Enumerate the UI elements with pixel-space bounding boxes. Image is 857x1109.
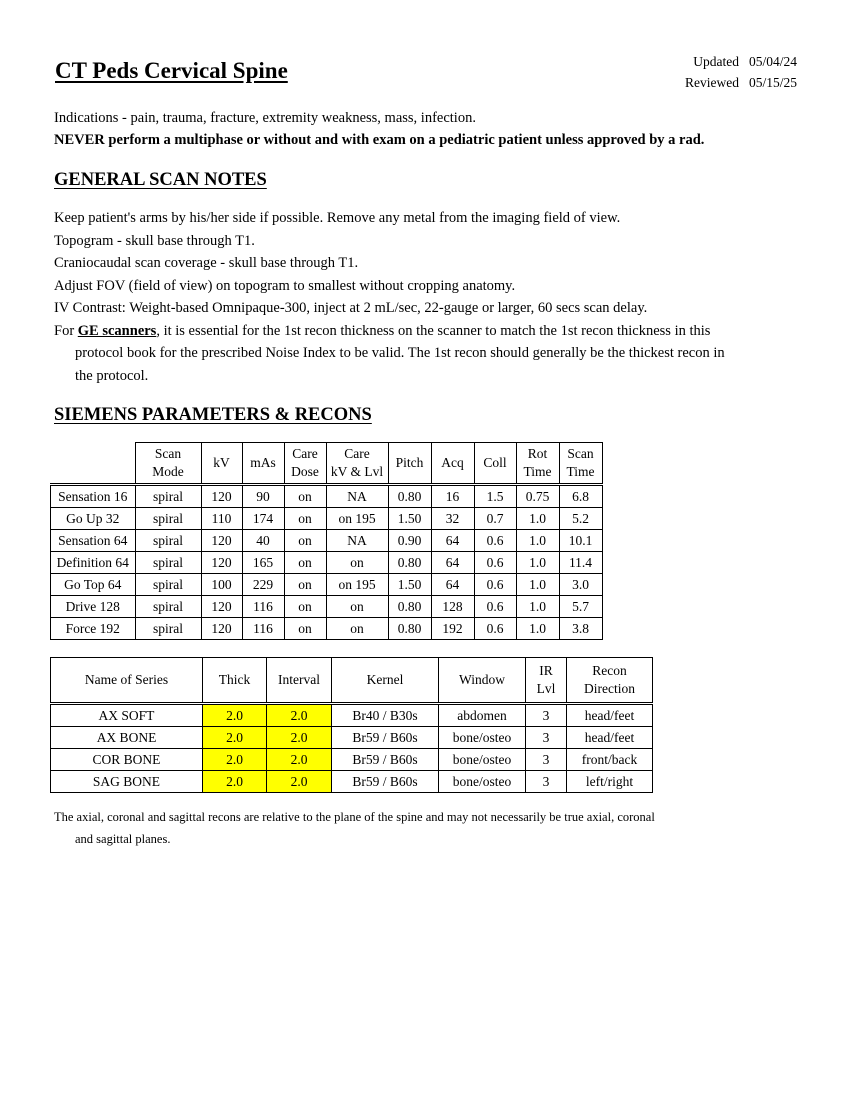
header-mas: mAs [242, 443, 284, 485]
table-row [51, 596, 603, 618]
blank-corner-cell [51, 443, 136, 485]
header-kv: kV [201, 443, 242, 485]
table-cell: 165 [242, 552, 284, 574]
header-pitch: Pitch [388, 443, 431, 485]
table-cell: on 195 [326, 508, 388, 530]
table-cell: 1.0 [516, 596, 559, 618]
header-window: Window [439, 658, 526, 704]
table-cell: 128 [431, 596, 474, 618]
table-cell: 3.0 [559, 574, 602, 596]
scanner-name: Drive 128 [51, 596, 136, 618]
table-cell: spiral [135, 552, 201, 574]
table-cell: on [326, 596, 388, 618]
header-coll: Coll [474, 443, 516, 485]
series-name: SAG BONE [51, 771, 203, 793]
table-cell: 120 [201, 552, 242, 574]
header-recon-direction: Recon Direction [567, 658, 653, 704]
footnote-line-1: The axial, coronal and sagittal recons are relative to the plane of the spine and may not necessarily be true axial, coronal [54, 810, 655, 824]
scanner-name: Sensation 16 [51, 485, 136, 508]
table-cell: 64 [431, 530, 474, 552]
table-cell: 100 [201, 574, 242, 596]
thick-cell: 2.0 [203, 749, 267, 771]
revision-dates [685, 51, 797, 93]
footnote [54, 806, 655, 850]
general-notes-heading: GENERAL SCAN NOTES [54, 170, 267, 190]
table-cell: spiral [135, 485, 201, 508]
table-cell: on [284, 508, 326, 530]
table-cell: Br59 / B60s [332, 749, 439, 771]
table-row [51, 618, 603, 640]
interval-cell: 2.0 [267, 749, 332, 771]
table-cell: 110 [201, 508, 242, 530]
table-cell: on [326, 618, 388, 640]
reviewed-label: Reviewed [685, 75, 739, 90]
table-cell: 0.90 [388, 530, 431, 552]
table-cell: spiral [135, 574, 201, 596]
table-cell: 64 [431, 552, 474, 574]
table-cell: 120 [201, 596, 242, 618]
table-cell: 229 [242, 574, 284, 596]
table-cell: 0.6 [474, 574, 516, 596]
scanner-name: Sensation 64 [51, 530, 136, 552]
ge-prefix: For [54, 322, 78, 339]
table-cell: 10.1 [559, 530, 602, 552]
table-row [51, 552, 603, 574]
table-cell: bone/osteo [439, 749, 526, 771]
table-cell: 0.80 [388, 485, 431, 508]
thick-cell: 2.0 [203, 771, 267, 793]
table-cell: spiral [135, 508, 201, 530]
table-cell: left/right [567, 771, 653, 793]
table-cell: Br59 / B60s [332, 727, 439, 749]
header-acq: Acq [431, 443, 474, 485]
general-notes-body [54, 207, 725, 387]
ge-note-line-3: the protocol. [75, 367, 149, 384]
header-care-kv-lvl: Care kV & Lvl [326, 443, 388, 485]
table-cell: 0.7 [474, 508, 516, 530]
table-row [51, 727, 653, 749]
siemens-heading: SIEMENS PARAMETERS & RECONS [54, 405, 372, 425]
table-cell: head/feet [567, 727, 653, 749]
table-cell: 3.8 [559, 618, 602, 640]
header-rot-time: Rot Time [516, 443, 559, 485]
table-cell: 116 [242, 618, 284, 640]
table-cell: 16 [431, 485, 474, 508]
table-cell: 32 [431, 508, 474, 530]
table-header-row [51, 658, 653, 704]
interval-cell: 2.0 [267, 704, 332, 727]
table-cell: 3 [526, 704, 567, 727]
header-name-of-series: Name of Series [51, 658, 203, 704]
table-cell: bone/osteo [439, 727, 526, 749]
table-row [51, 485, 603, 508]
table-cell: 5.7 [559, 596, 602, 618]
table-cell: 120 [201, 618, 242, 640]
table-cell: 0.6 [474, 530, 516, 552]
siemens-parameters-table [50, 442, 603, 640]
table-cell: 0.6 [474, 552, 516, 574]
table-cell: 116 [242, 596, 284, 618]
table-cell: on [284, 596, 326, 618]
table-cell: on [284, 552, 326, 574]
series-name: AX BONE [51, 727, 203, 749]
table-cell: 0.6 [474, 618, 516, 640]
scanner-name: Force 192 [51, 618, 136, 640]
series-name: AX SOFT [51, 704, 203, 727]
table-cell: spiral [135, 530, 201, 552]
table-row [51, 704, 653, 727]
ge-rest: , it is essential for the 1st recon thickness on the scanner to match the 1st recon thickness in this [156, 322, 711, 339]
table-cell: on [284, 530, 326, 552]
table-cell: 0.6 [474, 596, 516, 618]
updated-row [685, 51, 797, 72]
table-cell: 11.4 [559, 552, 602, 574]
note-line: Craniocaudal scan coverage - skull base through T1. [54, 255, 359, 271]
interval-cell: 2.0 [267, 771, 332, 793]
table-cell: 6.8 [559, 485, 602, 508]
table-cell: 1.0 [516, 574, 559, 596]
table-row [51, 530, 603, 552]
table-cell: Br40 / B30s [332, 704, 439, 727]
scanner-name: Definition 64 [51, 552, 136, 574]
table-cell: Br59 / B60s [332, 771, 439, 793]
table-cell: 3 [526, 749, 567, 771]
table-cell: NA [326, 485, 388, 508]
table-cell: 1.50 [388, 574, 431, 596]
table-cell: on [284, 574, 326, 596]
table-cell: front/back [567, 749, 653, 771]
ge-note-line [54, 320, 725, 343]
table-cell: 120 [201, 485, 242, 508]
table-cell: 0.80 [388, 552, 431, 574]
header-kernel: Kernel [332, 658, 439, 704]
table-row [51, 771, 653, 793]
updated-date: 05/04/24 [748, 54, 797, 69]
table-cell: abdomen [439, 704, 526, 727]
recons-table [50, 657, 653, 793]
indications-text: Indications - pain, trauma, fracture, extremity weakness, mass, infection. [54, 110, 476, 126]
updated-label: Updated [693, 54, 739, 69]
warning-text: NEVER perform a multiphase or without and with exam on a pediatric patient unless approved by a rad. [54, 132, 705, 148]
header-care-dose: Care Dose [284, 443, 326, 485]
table-row [51, 749, 653, 771]
table-header-row [51, 443, 603, 485]
scanner-name: Go Top 64 [51, 574, 136, 596]
table-cell: 1.5 [474, 485, 516, 508]
table-cell: on [284, 485, 326, 508]
note-line: Keep patient's arms by his/her side if possible. Remove any metal from the imaging field of view. [54, 210, 621, 226]
table-cell: 1.50 [388, 508, 431, 530]
table-cell: 120 [201, 530, 242, 552]
table-cell: spiral [135, 596, 201, 618]
table-cell: 0.75 [516, 485, 559, 508]
table-cell: NA [326, 530, 388, 552]
series-name: COR BONE [51, 749, 203, 771]
table-cell: bone/osteo [439, 771, 526, 793]
page-title: CT Peds Cervical Spine [55, 58, 288, 83]
table-cell: 64 [431, 574, 474, 596]
table-cell: 40 [242, 530, 284, 552]
table-cell: 3 [526, 771, 567, 793]
note-line: Topogram - skull base through T1. [54, 232, 255, 249]
reviewed-date: 05/15/25 [748, 75, 797, 90]
thick-cell: 2.0 [203, 727, 267, 749]
table-cell: spiral [135, 618, 201, 640]
table-cell: 0.80 [388, 618, 431, 640]
header-scan-mode: Scan Mode [135, 443, 201, 485]
table-cell: 0.80 [388, 596, 431, 618]
ge-note-line-2: protocol book for the prescribed Noise Index to be valid. The 1st recon should generally be the thickest recon in [75, 345, 725, 361]
header-scan-time: Scan Time [559, 443, 602, 485]
table-cell: 1.0 [516, 552, 559, 574]
table-cell: 192 [431, 618, 474, 640]
footnote-line-2: and sagittal planes. [75, 832, 171, 846]
thick-cell: 2.0 [203, 704, 267, 727]
header-interval: Interval [267, 658, 332, 704]
table-cell: 90 [242, 485, 284, 508]
table-cell: 1.0 [516, 530, 559, 552]
note-line: Adjust FOV (field of view) on topogram to smallest without cropping anatomy. [54, 277, 516, 294]
header-thick: Thick [203, 658, 267, 704]
table-row [51, 574, 603, 596]
header-ir-lvl: IR Lvl [526, 658, 567, 704]
table-cell: 1.0 [516, 508, 559, 530]
interval-cell: 2.0 [267, 727, 332, 749]
table-cell: head/feet [567, 704, 653, 727]
note-line: IV Contrast: Weight-based Omnipaque-300, inject at 2 mL/sec, 22-gauge or larger, 60 secs scan delay. [54, 300, 648, 316]
table-cell: on 195 [326, 574, 388, 596]
ge-scanners-text: GE scanners [77, 322, 157, 339]
table-cell: 5.2 [559, 508, 602, 530]
reviewed-row [685, 72, 797, 93]
table-cell: on [326, 552, 388, 574]
table-cell: 3 [526, 727, 567, 749]
table-row [51, 508, 603, 530]
scanner-name: Go Up 32 [51, 508, 136, 530]
table-cell: on [284, 618, 326, 640]
table-cell: 1.0 [516, 618, 559, 640]
table-cell: 174 [242, 508, 284, 530]
